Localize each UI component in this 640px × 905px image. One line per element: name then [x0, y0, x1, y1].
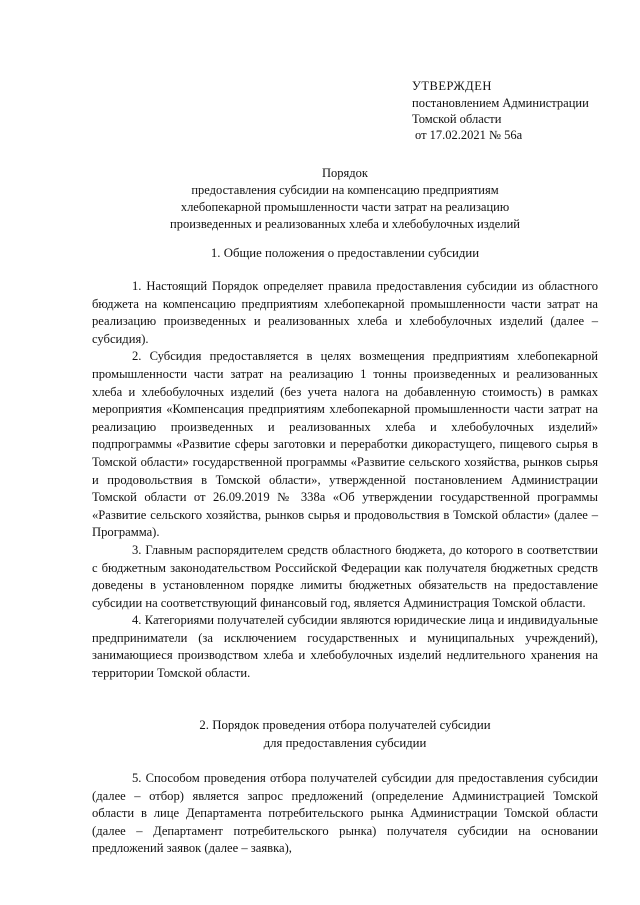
paragraph-1: 1. Настоящий Порядок определяет правила предоставления субсидии из областного бюджета на компенсацию предприятиям хлебопекарной промышленности части затрат на реализацию произведенных и реализованных хлеба и хлебобулочных изделий (далее – субсидия). [92, 279, 598, 346]
title-line: Порядок [322, 166, 368, 180]
approval-heading: УТВЕРЖДЕН [412, 79, 492, 93]
approval-line: Томской области [412, 112, 502, 126]
title-line: предоставления субсидии на компенсацию предприятиям [191, 183, 499, 197]
section-1-body [92, 278, 598, 683]
approval-stamp [412, 78, 589, 143]
section-heading-line: 2. Порядок проведения отбора получателей субсидии [199, 718, 491, 732]
section-2-body [92, 770, 598, 858]
document-title [100, 165, 590, 233]
approval-line: постановлением Администрации [412, 96, 589, 110]
approval-date: от 17.02.2021 № 56а [415, 128, 523, 142]
paragraph-4: 4. Категориями получателей субсидии являются юридические лица и индивидуальные предприниматели (за исключением государственных и муниципальных учреждений), занимающиеся производством хлеба и хлебобулочных изделий недлительного хранения на территории Томской области. [92, 613, 598, 681]
paragraph-5: 5. Способом проведения отбора получателей субсидии для предоставления субсидии (далее – отбор) является запрос предложений (определение Администрацией Томской области в лице Департамента потребительского рынка Администрации Томской области (далее – Департамент потребительского рынка) получателя субсидии на основании предложений заявок (далее – заявка), [92, 771, 598, 856]
paragraph-3: 3. Главным распорядителем средств областного бюджета, до которого в соответствии с бюджетным законодательством Российской Федерации как получателя бюджетных средств доведены в установленном порядке лимиты бюджетных обязательств на предоставление субсидии на соответствующий финансовый год, является Администрация Томской области. [92, 542, 598, 610]
section-heading-2 [100, 717, 590, 752]
section-heading-line: для предоставления субсидии [263, 735, 427, 750]
paragraph-2: 2. Субсидия предоставляется в целях возмещения предприятиям хлебопекарной промышленности части затрат на реализацию 1 тонны произведенных и реализованных хлеба и хлебобулочных изделий (без учета налога на добавленную стоимость) в рамках мероприятия «Компенсация предприятиям хлебопекарной промышленности части затрат на реализацию произведенных и реализованных хлеба и хлебобулочных изделий» подпрограммы «Развитие сферы заготовки и переработки дикорастущего, пищевого сырья в Томской области» государственной программы «Развитие сельского хозяйства, рынков сырья и продовольствия в Томской области», утвержденной постановлением Администрации Томской области от 26.09.2019 № 338а «Об утверждении государственной программы «Развитие сельского хозяйства, рынков сырья и продовольствия в Томской области» (далее – Программа). [92, 349, 598, 540]
section-heading-1: 1. Общие положения о предоставлении субсидии [210, 246, 480, 260]
title-line: хлебопекарной промышленности части затрат на реализацию [180, 200, 510, 214]
title-line: произведенных и реализованных хлеба и хлебобулочных изделий [170, 217, 520, 231]
